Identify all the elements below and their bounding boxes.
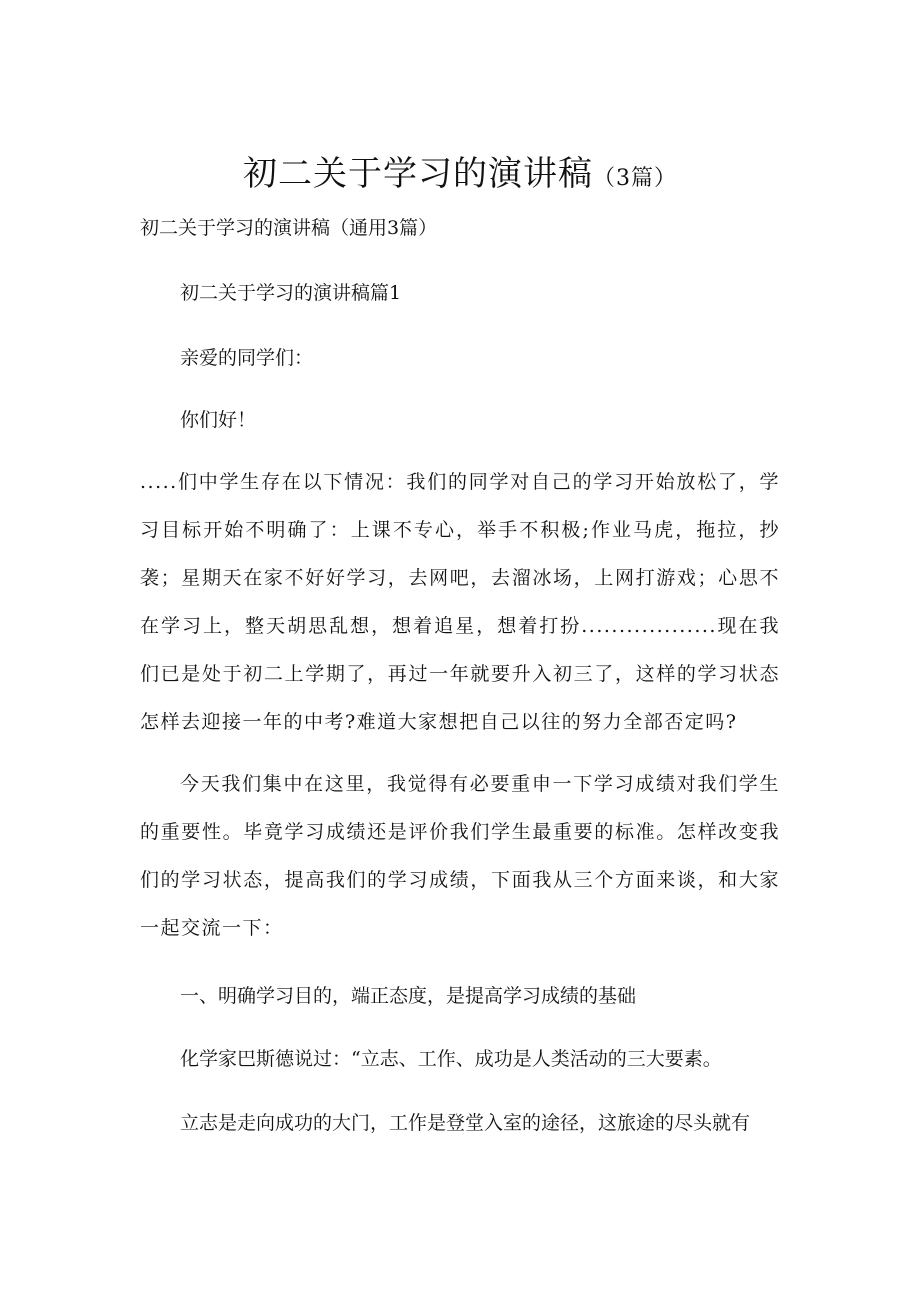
paragraph-3: 立志是走向成功的大门，工作是登堂入室的途径，这旅途的尽头就有 [180,1112,751,1134]
section-heading: 初二关于学习的演讲稿篇1 [180,282,402,304]
quote-line: 化学家巴斯德说过：“立志、工作、成功是人类活动的三大要素。 [180,1048,722,1070]
hello: 你们好！ [180,409,257,431]
document-title [0,152,920,201]
title-suffix: （3篇） [593,166,677,191]
paragraph-2: 今天我们集中在这里，我觉得有必要重申一下学习成绩对我们学生的重要性。毕竟学习成绩还是评价我们学生最重要的标准。怎样改变我们的学习状态，提高我们的学习成绩，下面我从三个方面来谈，和大家一起交流一下： [140,773,780,939]
subtitle: 初二关于学习的演讲稿（通用3篇） [140,217,438,239]
greeting: 亲爱的同学们： [180,347,314,369]
title-main: 初二关于学习的演讲稿 [243,154,593,194]
paragraph-1: .....们中学生存在以下情况：我们的同学对自己的学习开始放松了，学习目标开始不明确了：上课不专心，举手不积极;作业马虎，拖拉，抄袭；星期天在家不好好学习，去网吧，去溜冰场，上网打游戏；心思不在学习上，整天胡思乱想，想着追星，想着打扮..................现在我们已是处于初二上学期了，再过一年就要升入初三了，这样的学习状态怎样去迎接一年的中考?难道大家想把自己以往的努力全部否定吗? [140,471,780,733]
point-1-heading: 一、明确学习目的，端正态度，是提高学习成绩的基础 [180,985,637,1007]
